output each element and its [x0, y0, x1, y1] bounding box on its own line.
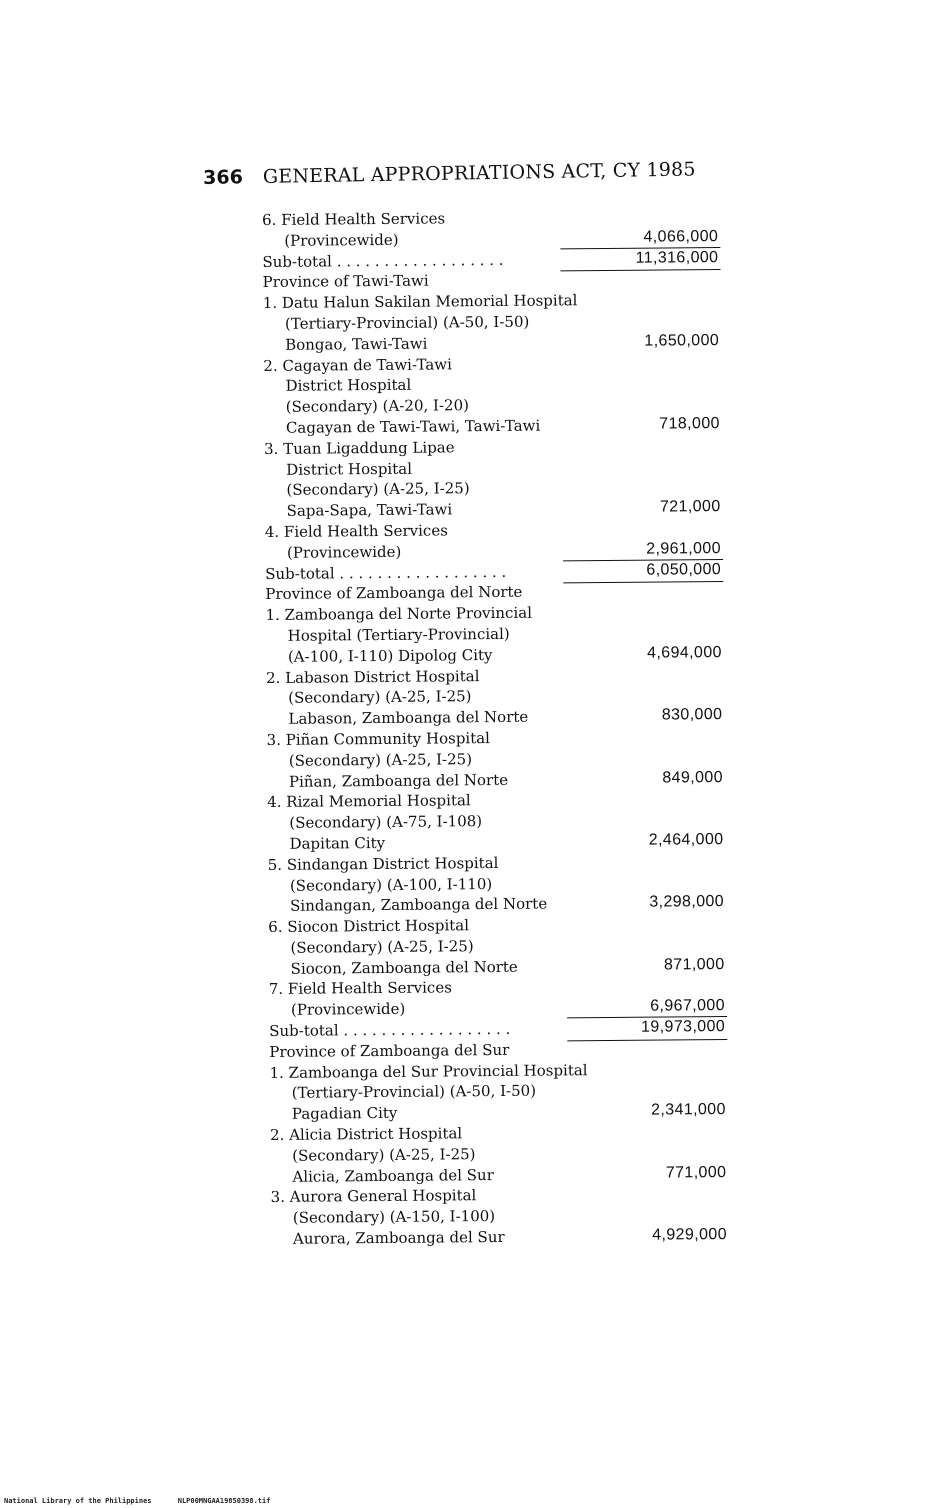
item-label: Piñan, Zamboanga del Norte [288, 770, 509, 791]
item-amount: 721,000 [659, 498, 721, 516]
subtotal-label: Sub-total . . . . . . . . . . . . . . . . . . [269, 1019, 511, 1041]
province-name: Province of Zamboanga del Sur [269, 1040, 510, 1061]
item-label: 4. Field Health Services [264, 521, 448, 541]
page-header [203, 157, 803, 189]
item-amount: 1,650,000 [644, 331, 720, 350]
item-amount: 2,341,000 [651, 1101, 726, 1119]
item-amount: 4,694,000 [647, 643, 722, 662]
item-label: (Secondary) (A-100, I-110) [289, 874, 493, 895]
list-item [271, 1225, 737, 1250]
item-label: 5. Sindangan District Hospital [267, 853, 499, 874]
item-label: (Tertiary-Provincial) (A-50, I-50) [284, 312, 530, 333]
item-amount: 4,929,000 [652, 1226, 728, 1244]
item-label: Alicia, Zamboanga del Sur [292, 1165, 494, 1186]
page-title: GENERAL APPROPRIATIONS ACT, CY 1985 [262, 158, 696, 188]
item-label: (Secondary) (A-25, I-25) [286, 479, 470, 500]
item-label: (Provincewide) [286, 542, 402, 562]
item-amount: 830,000 [661, 706, 723, 724]
item-amount: 771,000 [665, 1163, 727, 1182]
item-label: 6. Field Health Services [262, 209, 446, 229]
item-label: Pagadian City [291, 1104, 398, 1124]
item-label: 3. Piñan Community Hospital [266, 728, 491, 749]
item-amount: 6,967,000 [650, 997, 726, 1015]
item-label: Bongao, Tawi-Tawi [285, 334, 428, 354]
item-label: (Tertiary-Provincial) (A-50, I-50) [291, 1082, 537, 1103]
item-amount: 718,000 [659, 414, 720, 433]
item-amount: 849,000 [662, 768, 724, 787]
item-label: (Secondary) (A-20, I-20) [285, 396, 470, 416]
item-label: 6. Siocon District Hospital [268, 916, 470, 937]
subtotal-label: Sub-total . . . . . . . . . . . . . . . . . . [262, 250, 504, 271]
province-name: Province of Zamboanga del Norte [265, 583, 523, 604]
item-label: (Secondary) (A-25, I-25) [288, 687, 472, 708]
item-label: Aurora, Zamboanga del Sur [292, 1227, 505, 1248]
item-label: District Hospital [286, 459, 413, 479]
item-label: 2. Cagayan de Tawi-Tawi [263, 354, 452, 375]
item-label: 3. Aurora General Hospital [270, 1186, 477, 1207]
subtotal-amount: 6,050,000 [646, 560, 722, 579]
library-credit: National Library of the Philippines [4, 1497, 152, 1505]
item-label: (Secondary) (A-75, I-108) [289, 812, 483, 832]
item-label: Hospital (Tertiary-Provincial) [287, 624, 510, 645]
item-label: Labason, Zamboanga del Norte [288, 707, 529, 728]
item-label: 1. Zamboanga del Norte Provincial [265, 603, 533, 625]
item-label: 2. Labason District Hospital [266, 666, 480, 687]
subtotal-amount: 11,316,000 [635, 248, 719, 267]
item-label: (A-100, I-110) Dipolog City [287, 645, 493, 666]
item-label: 1. Zamboanga del Sur Provincial Hospital [269, 1060, 588, 1082]
item-label: (Secondary) (A-25, I-25) [292, 1145, 476, 1165]
item-label: 2. Alicia District Hospital [269, 1124, 463, 1145]
item-label: 4. Rizal Memorial Hospital [267, 791, 471, 812]
scan-footer [4, 1497, 270, 1505]
appropriations-list [262, 206, 737, 1250]
item-label: (Secondary) (A-25, I-25) [290, 937, 474, 957]
item-label: Cagayan de Tawi-Tawi, Tawi-Tawi [285, 416, 541, 437]
item-amount: 3,298,000 [649, 893, 725, 911]
subtotal-label: Sub-total . . . . . . . . . . . . . . . . . . [265, 562, 507, 583]
item-amount: 871,000 [663, 955, 725, 974]
province-name: Province of Tawi-Tawi [262, 271, 429, 292]
item-label: Siocon, Zamboanga del Norte [290, 957, 518, 978]
item-label: Dapitan City [289, 833, 386, 853]
item-amount: 2,961,000 [646, 539, 722, 558]
item-label: 7. Field Health Services [268, 978, 452, 999]
item-label: Sindangan, Zamboanga del Norte [289, 894, 548, 916]
item-label: 1. Datu Halun Sakilan Memorial Hospital [262, 291, 578, 313]
item-label: 3. Tuan Ligaddung Lipae [264, 438, 455, 458]
item-amount: 4,066,000 [643, 227, 719, 246]
item-label: (Provincewide) [284, 230, 399, 250]
item-label: District Hospital [285, 376, 412, 396]
page-number: 366 [203, 166, 244, 189]
item-label: Sapa-Sapa, Tawi-Tawi [286, 500, 453, 520]
item-label: (Secondary) (A-150, I-100) [292, 1207, 496, 1228]
file-id: NLP00MNGAA19850398.tif [177, 1497, 271, 1505]
subtotal-amount: 19,973,000 [640, 1018, 726, 1036]
item-label: (Provincewide) [290, 1000, 406, 1020]
item-label: (Secondary) (A-25, I-25) [288, 749, 473, 770]
item-amount: 2,464,000 [648, 830, 724, 849]
